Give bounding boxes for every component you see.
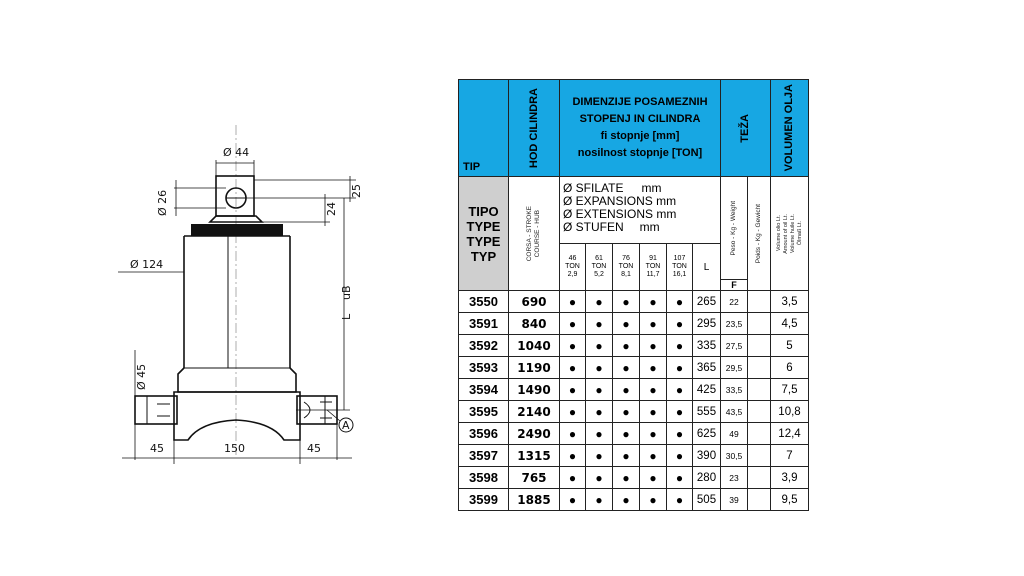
cell-stage-5: ● <box>667 401 693 423</box>
cell-type: 3598 <box>459 467 509 489</box>
stage-2: 61 TON 5,2 <box>586 244 613 291</box>
svg-text:B: B <box>340 285 353 293</box>
cell-stage-4: ● <box>640 313 667 335</box>
cell-weight-empty <box>748 291 771 313</box>
cell-weight-empty <box>748 357 771 379</box>
cell-stage-1: ● <box>560 467 586 489</box>
svg-text:Ø 44: Ø 44 <box>223 146 250 159</box>
cell-stage-4: ● <box>640 467 667 489</box>
top-collar <box>184 216 290 236</box>
cell-type: 3596 <box>459 423 509 445</box>
cell-stage-3: ● <box>613 313 640 335</box>
cell-stage-5: ● <box>667 379 693 401</box>
cell-stage-3: ● <box>613 401 640 423</box>
cell-stage-2: ● <box>586 335 613 357</box>
spec-table <box>458 79 809 511</box>
cell-type: 3550 <box>459 291 509 313</box>
cell-length: 335 <box>693 335 721 357</box>
cell-weight: 23,5 <box>721 313 748 335</box>
stage-3: 76 TON 8,1 <box>613 244 640 291</box>
cell-stage-4: ● <box>640 379 667 401</box>
cell-stage-2: ● <box>586 467 613 489</box>
cell-volume: 3,5 <box>771 291 809 313</box>
table-row <box>459 401 809 423</box>
dim-base-pin <box>135 350 148 396</box>
svg-text:u: u <box>340 293 353 300</box>
weight-label-1: Peso - Kg - Weight <box>721 177 748 280</box>
svg-text:24: 24 <box>325 202 338 216</box>
table-row <box>459 335 809 357</box>
cell-weight: 49 <box>721 423 748 445</box>
cell-stage-3: ● <box>613 489 640 511</box>
cell-stage-4: ● <box>640 335 667 357</box>
cell-weight-empty <box>748 401 771 423</box>
svg-text:Ø 124: Ø 124 <box>130 258 164 271</box>
cell-stage-5: ● <box>667 467 693 489</box>
cell-weight-empty <box>748 467 771 489</box>
cell-stage-3: ● <box>613 291 640 313</box>
cell-length: 365 <box>693 357 721 379</box>
cell-volume: 3,9 <box>771 467 809 489</box>
cell-volume: 4,5 <box>771 313 809 335</box>
volume-label: Volume olio Lt. Amount of oil Lt. Volume huile Lt. Ölmaß Lt. <box>771 177 809 291</box>
cell-length: 555 <box>693 401 721 423</box>
cell-stage-2: ● <box>586 291 613 313</box>
cylinder-technical-drawing <box>0 0 440 576</box>
header-stroke: HOD CILINDRA <box>509 80 560 177</box>
cell-stage-2: ● <box>586 401 613 423</box>
f-label: F <box>721 280 748 291</box>
cell-stage-1: ● <box>560 401 586 423</box>
cell-weight: 43,5 <box>721 401 748 423</box>
cell-volume: 10,8 <box>771 401 809 423</box>
cell-stage-1: ● <box>560 423 586 445</box>
top-eye <box>216 176 254 216</box>
cell-stage-5: ● <box>667 445 693 467</box>
cell-weight-empty <box>748 313 771 335</box>
cell-volume: 6 <box>771 357 809 379</box>
cell-stroke: 690 <box>509 291 560 313</box>
cell-stage-3: ● <box>613 467 640 489</box>
cell-volume: 7,5 <box>771 379 809 401</box>
cell-stage-3: ● <box>613 357 640 379</box>
cell-stage-4: ● <box>640 401 667 423</box>
cell-length: 625 <box>693 423 721 445</box>
cell-stage-2: ● <box>586 379 613 401</box>
cell-type: 3599 <box>459 489 509 511</box>
cell-stroke: 1040 <box>509 335 560 357</box>
table-row <box>459 423 809 445</box>
cell-length: 425 <box>693 379 721 401</box>
cell-weight: 22 <box>721 291 748 313</box>
cell-volume: 5 <box>771 335 809 357</box>
cell-stage-3: ● <box>613 423 640 445</box>
cell-stroke: 2140 <box>509 401 560 423</box>
cell-stage-5: ● <box>667 313 693 335</box>
length-label: L <box>693 244 721 291</box>
cell-stage-4: ● <box>640 423 667 445</box>
svg-text:25: 25 <box>350 184 363 198</box>
cell-volume: 9,5 <box>771 489 809 511</box>
cell-stroke: 1490 <box>509 379 560 401</box>
svg-text:45: 45 <box>307 442 321 455</box>
cell-weight-empty <box>748 379 771 401</box>
cell-length: 280 <box>693 467 721 489</box>
svg-text:L: L <box>340 313 353 320</box>
cell-type: 3597 <box>459 445 509 467</box>
cell-stage-3: ● <box>613 379 640 401</box>
cell-stage-5: ● <box>667 291 693 313</box>
cell-weight: 39 <box>721 489 748 511</box>
cell-length: 295 <box>693 313 721 335</box>
svg-text:150: 150 <box>224 442 245 455</box>
cell-weight: 30,5 <box>721 445 748 467</box>
table-row <box>459 489 809 511</box>
cell-stage-1: ● <box>560 291 586 313</box>
detail-mark-a <box>327 410 353 432</box>
cell-stage-1: ● <box>560 445 586 467</box>
dim-body <box>118 258 184 272</box>
type-label: TIPO TYPE TYPE TYP <box>459 177 509 291</box>
cell-stage-3: ● <box>613 335 640 357</box>
cell-stage-5: ● <box>667 335 693 357</box>
cell-stage-4: ● <box>640 357 667 379</box>
table-row <box>459 291 809 313</box>
stroke-label: CORSA - STROKE COURSE - HUB <box>509 177 560 291</box>
svg-text:A: A <box>342 419 350 432</box>
dim-top-right <box>246 176 363 226</box>
cell-stage-4: ● <box>640 445 667 467</box>
cell-stage-5: ● <box>667 423 693 445</box>
cell-stroke: 840 <box>509 313 560 335</box>
cell-type: 3591 <box>459 313 509 335</box>
cell-weight-empty <box>748 423 771 445</box>
cylinder-body <box>178 236 296 392</box>
stage-legend: Ø SFILATE mm Ø EXPANSIONS mm Ø EXTENSIONS mm Ø STUFEN mm <box>560 177 721 244</box>
table-row <box>459 357 809 379</box>
cell-stage-2: ● <box>586 423 613 445</box>
cell-stage-3: ● <box>613 445 640 467</box>
cell-weight: 29,5 <box>721 357 748 379</box>
table-row <box>459 313 809 335</box>
cell-stage-1: ● <box>560 313 586 335</box>
header-weight: TEŽA <box>721 80 771 177</box>
header-dimensions: DIMENZIJE POSAMEZNIH STOPENJ IN CILINDRA fi stopnje [mm] nosilnost stopnje [TON] <box>560 80 721 177</box>
cell-type: 3593 <box>459 357 509 379</box>
header-tip: TIP <box>459 80 509 177</box>
cell-stage-1: ● <box>560 489 586 511</box>
table-row <box>459 467 809 489</box>
cell-length: 505 <box>693 489 721 511</box>
stage-1: 46 TON 2,9 <box>560 244 586 291</box>
weight-label-2: Poids - Kg - Gewicht <box>748 177 771 291</box>
dim-bottom <box>122 424 352 464</box>
cell-volume: 7 <box>771 445 809 467</box>
dim-top-pin <box>216 146 254 176</box>
svg-text:Ø 45: Ø 45 <box>135 363 148 390</box>
cell-weight: 27,5 <box>721 335 748 357</box>
cell-stage-2: ● <box>586 489 613 511</box>
cell-weight-empty <box>748 335 771 357</box>
stage-5: 107 TON 16,1 <box>667 244 693 291</box>
svg-text:Ø 26: Ø 26 <box>156 189 169 216</box>
cell-stage-2: ● <box>586 445 613 467</box>
cell-length: 390 <box>693 445 721 467</box>
svg-text:45: 45 <box>150 442 164 455</box>
dim-length <box>296 198 353 410</box>
stage-4: 91 TON 11,7 <box>640 244 667 291</box>
cell-stage-2: ● <box>586 313 613 335</box>
cell-weight: 23 <box>721 467 748 489</box>
cell-stage-1: ● <box>560 379 586 401</box>
cell-stage-1: ● <box>560 335 586 357</box>
cell-stroke: 1885 <box>509 489 560 511</box>
cell-stage-1: ● <box>560 357 586 379</box>
cell-weight-empty <box>748 489 771 511</box>
table-row <box>459 379 809 401</box>
cell-stroke: 2490 <box>509 423 560 445</box>
cell-length: 265 <box>693 291 721 313</box>
cell-type: 3595 <box>459 401 509 423</box>
cell-stroke: 765 <box>509 467 560 489</box>
cell-stroke: 1315 <box>509 445 560 467</box>
cell-weight: 33,5 <box>721 379 748 401</box>
cell-stage-2: ● <box>586 357 613 379</box>
cell-type: 3592 <box>459 335 509 357</box>
table-row <box>459 445 809 467</box>
cell-stage-5: ● <box>667 489 693 511</box>
cell-type: 3594 <box>459 379 509 401</box>
cell-stroke: 1190 <box>509 357 560 379</box>
header-volume: VOLUMEN OLJA <box>771 80 809 177</box>
cell-volume: 12,4 <box>771 423 809 445</box>
cell-stage-4: ● <box>640 489 667 511</box>
cell-stage-4: ● <box>640 291 667 313</box>
cell-weight-empty <box>748 445 771 467</box>
cell-stage-5: ● <box>667 357 693 379</box>
